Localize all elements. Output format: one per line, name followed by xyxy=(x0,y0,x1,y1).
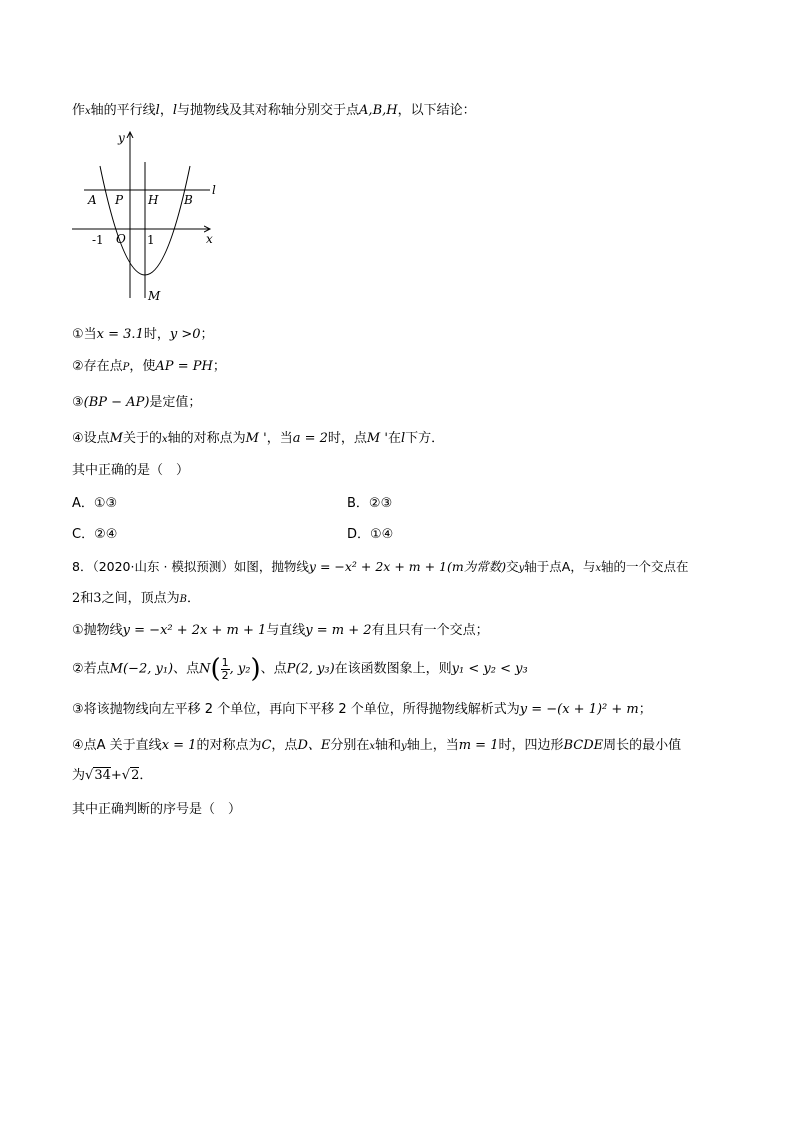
fraction xyxy=(221,657,230,682)
text: 时， xyxy=(143,327,170,342)
text: 、点 xyxy=(173,661,200,677)
text: 与直线 xyxy=(266,623,306,638)
text: 时，点 xyxy=(327,431,367,446)
text: 将该抛物线向左平移 2 个单位，再向下平移 2 个单位，所得抛物线解析式为 xyxy=(83,702,520,717)
option-a[interactable]: A．①③ xyxy=(72,496,118,511)
intro-mid2: 与抛物线及其对称轴分别交于点 xyxy=(177,103,360,118)
statement-number: ③ xyxy=(72,702,84,717)
statement-number: ① xyxy=(72,327,84,342)
q8-statement-2 xyxy=(72,655,528,684)
math-expr: x = 3.1 xyxy=(96,327,144,342)
math-expr: y = −(x + 1)² + m xyxy=(519,702,639,717)
text: 轴的对称点为 xyxy=(167,431,246,446)
q7-statement-1 xyxy=(72,325,214,345)
text: 为 xyxy=(72,768,86,783)
text: 轴的一个交点在 xyxy=(601,559,689,574)
text: ． xyxy=(139,768,153,783)
math-expr: y xyxy=(518,563,525,574)
text: 时，四边形 xyxy=(498,738,564,753)
text: 点A 关于直线 xyxy=(83,738,162,753)
option-b[interactable]: B．②③ xyxy=(347,496,393,511)
intro-suffix: ，以下结论： xyxy=(397,103,476,118)
sqrt-symbol: √ xyxy=(85,768,94,783)
text: ，点 xyxy=(271,738,298,753)
math-expr: x xyxy=(369,741,376,752)
math-expr: D、E xyxy=(297,738,331,753)
text: ，使 xyxy=(129,359,156,374)
intro-comma: ， xyxy=(159,103,173,118)
math-expr: (−2, y₁) xyxy=(122,661,174,677)
q8-header xyxy=(72,557,689,579)
text: ； xyxy=(638,702,652,717)
q7-statement-4 xyxy=(72,429,444,450)
label-x: x xyxy=(206,232,213,246)
math-expr: + xyxy=(110,768,122,783)
math-expr: x = 1 xyxy=(161,738,197,753)
text: 在 xyxy=(387,431,401,446)
text: 关于的 xyxy=(122,431,162,446)
intro-mid1: 轴的平行线 xyxy=(90,103,156,118)
text: 抛物线 xyxy=(83,623,123,638)
label-1: 1 xyxy=(147,233,155,247)
math-expr: y xyxy=(401,741,407,752)
q8-statement-4-cont xyxy=(72,766,152,786)
text: ，当 xyxy=(266,431,293,446)
paren-close: ) xyxy=(250,654,261,684)
statement-number: ③ xyxy=(72,395,84,410)
statement-number: ④ xyxy=(72,738,84,753)
statement-number: ④ xyxy=(72,431,84,446)
math-expr: AP = PH xyxy=(155,359,213,374)
label-B: B xyxy=(184,193,193,207)
text: 2 xyxy=(72,591,81,606)
text: ． xyxy=(186,591,200,606)
statement-number: ② xyxy=(72,661,84,677)
math-expr: C xyxy=(261,738,272,753)
option-d[interactable]: D．①④ xyxy=(347,527,394,542)
label-l: l xyxy=(212,183,216,197)
text: 3 xyxy=(93,591,102,606)
text: 是定值； xyxy=(149,395,202,410)
q7-statement-2 xyxy=(72,357,226,378)
text: 有且只有一个交点； xyxy=(371,623,489,638)
text: 若点 xyxy=(83,661,110,677)
text: ； xyxy=(212,359,226,374)
parabola-figure xyxy=(70,128,230,308)
sqrt-symbol: √ xyxy=(121,768,131,783)
math-expr: y₁ < y₂ < y₃ xyxy=(451,661,528,677)
math-expr: y >0 xyxy=(169,327,201,342)
text: 之间，顶点为 xyxy=(101,591,180,606)
text: 轴上，当 xyxy=(406,738,459,753)
math-expr: M ' xyxy=(366,431,388,446)
text: 的对称点为 xyxy=(196,738,262,753)
text: ； xyxy=(200,327,214,342)
text: 当 xyxy=(83,327,97,342)
math-expr: y = −x² + 2x + m + 1 xyxy=(122,623,267,638)
text: 在该函数图象上，则 xyxy=(334,661,452,677)
label-neg1: -1 xyxy=(92,233,104,247)
option-c[interactable]: C．②④ xyxy=(72,527,118,542)
math-expr: x xyxy=(595,563,601,574)
label-P: P xyxy=(115,193,124,207)
q8-statement-4 xyxy=(72,736,681,757)
text: 轴和 xyxy=(375,738,402,753)
text: 分别在 xyxy=(330,738,370,753)
label-A: A xyxy=(88,193,97,207)
text: 和 xyxy=(80,591,94,606)
text: 下方． xyxy=(405,431,445,446)
text: 8．（2020·山东 · 模拟预测）如图，抛物线 xyxy=(72,559,309,574)
statement-number: ① xyxy=(72,623,84,638)
intro-line xyxy=(72,101,476,122)
q7-statement-3 xyxy=(72,393,201,413)
text: 设点 xyxy=(83,431,110,446)
q7-question: 其中正确的是（ ） xyxy=(72,463,190,478)
paren-open: ( xyxy=(210,654,221,684)
math-expr: l xyxy=(400,431,406,446)
intro-l1: l xyxy=(155,103,160,118)
math-expr: N xyxy=(199,661,211,677)
label-y: y xyxy=(118,131,125,145)
intro-x: x xyxy=(85,106,91,117)
label-H: H xyxy=(148,193,159,207)
math-expr: B xyxy=(179,594,187,605)
sqrt-radicand: 2 xyxy=(131,768,140,783)
math-expr: (m为常数) xyxy=(447,559,507,574)
fraction-numerator: 1 xyxy=(221,655,229,669)
q8-header-line-2 xyxy=(72,589,200,610)
math-expr: P(2, y₃) xyxy=(286,661,335,677)
text: 周长的最小值 xyxy=(603,738,682,753)
intro-l2: l xyxy=(172,103,178,118)
math-expr: y = m + 2 xyxy=(305,623,372,638)
intro-points: A,B,H xyxy=(359,103,398,118)
math-expr: M xyxy=(109,661,123,677)
math-expr: BCDE xyxy=(563,738,604,753)
text: 轴于点A，与 xyxy=(524,559,596,574)
q8-statement-3 xyxy=(72,700,652,720)
label-O: O xyxy=(116,232,126,246)
fraction-denominator: 2 xyxy=(221,668,229,682)
sqrt-radicand: 34 xyxy=(94,768,111,783)
statement-number: ② xyxy=(72,359,84,374)
math-expr: P xyxy=(122,362,130,373)
intro-prefix: 作 xyxy=(72,103,86,118)
math-expr: x xyxy=(162,434,168,445)
math-expr: M xyxy=(109,431,123,446)
math-expr: y = −x² + 2x + m + 1 xyxy=(308,559,448,574)
math-expr: (BP − AP) xyxy=(83,395,150,410)
text: 、点 xyxy=(260,661,287,677)
text: 存在点 xyxy=(83,359,123,374)
text: 交 xyxy=(506,559,519,574)
q8-statement-1 xyxy=(72,621,489,641)
math-expr: , y₂ xyxy=(229,661,251,677)
math-expr: a = 2 xyxy=(292,431,328,446)
q8-question: 其中正确判断的序号是（ ） xyxy=(72,802,242,817)
math-expr: M ' xyxy=(245,431,267,446)
label-M: M xyxy=(148,289,161,303)
math-expr: m = 1 xyxy=(458,738,499,753)
